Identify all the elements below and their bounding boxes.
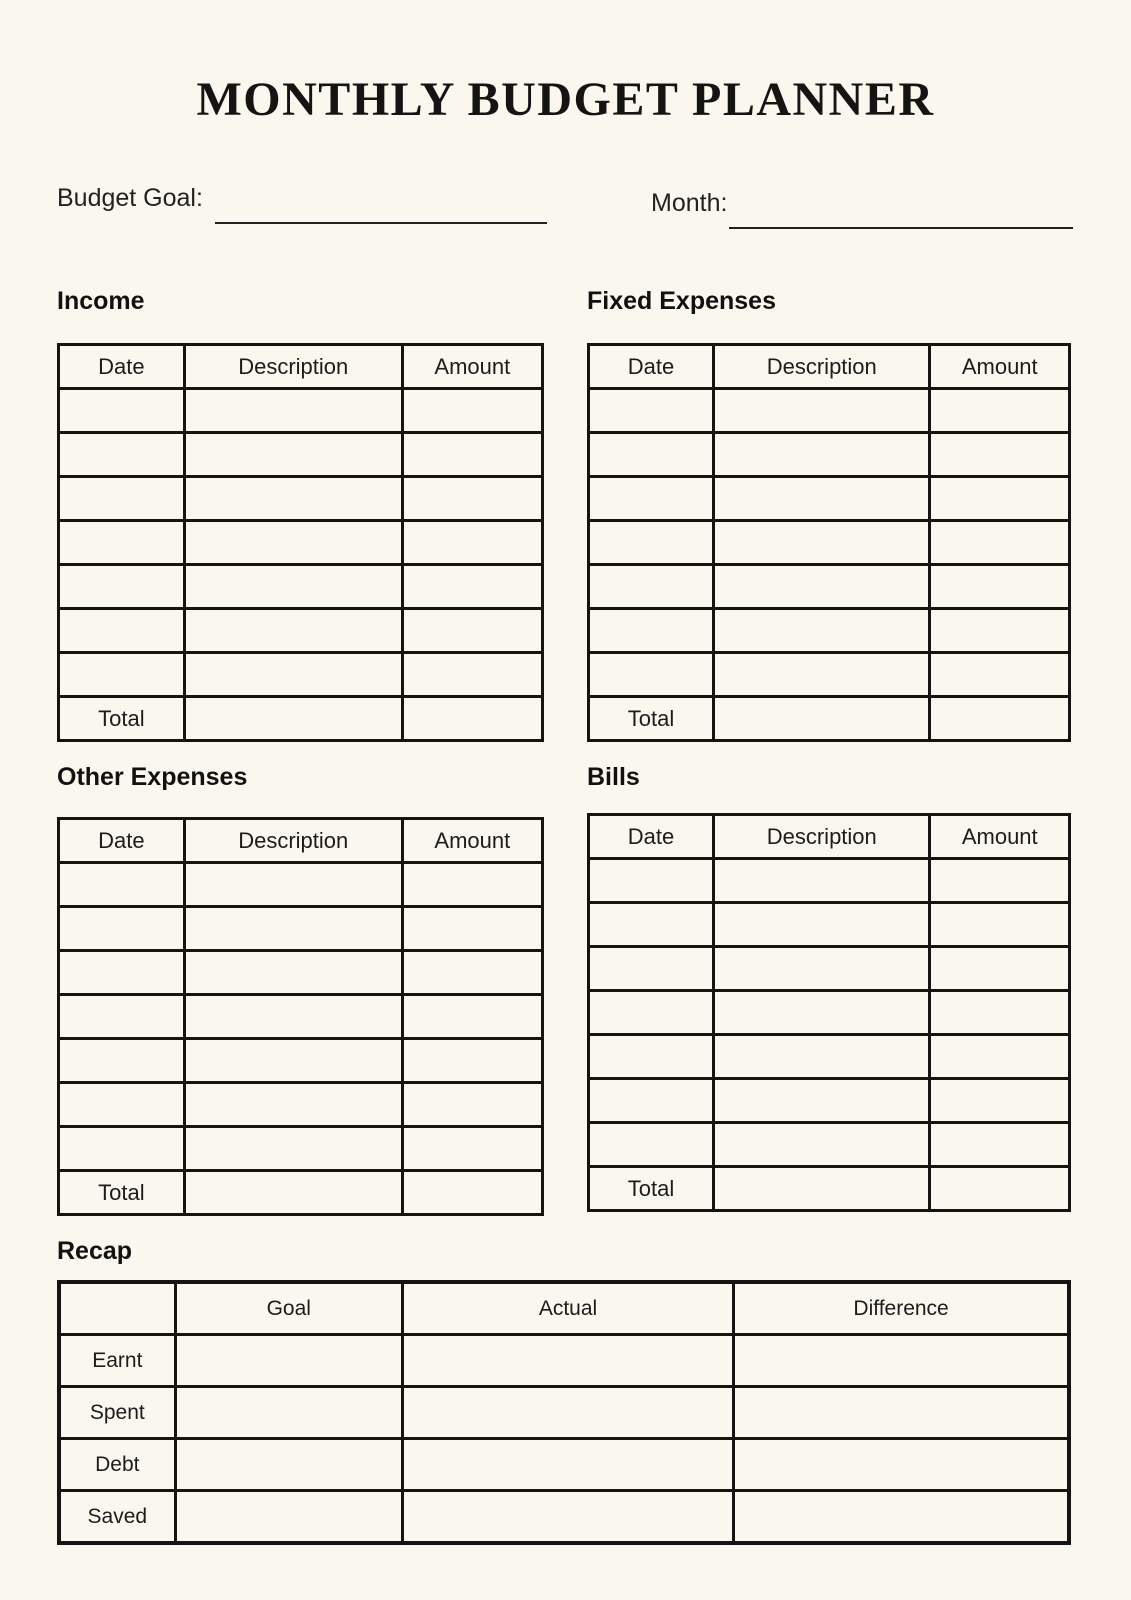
table-row	[59, 653, 543, 697]
fixed-expenses-date-cell[interactable]	[589, 389, 714, 433]
recap-earnt-actual-cell[interactable]	[402, 1335, 733, 1387]
other-expenses-description-cell[interactable]	[184, 907, 402, 951]
income-date-cell[interactable]	[59, 477, 185, 521]
month-label: Month:	[651, 189, 728, 217]
bills-date-cell[interactable]	[589, 1079, 714, 1123]
table-row	[589, 1035, 1070, 1079]
bills-total-amount-cell[interactable]	[930, 1167, 1070, 1211]
fixed-expenses-date-cell[interactable]	[589, 609, 714, 653]
fixed-expenses-amount-cell[interactable]	[930, 565, 1070, 609]
column-header-amount: Amount	[930, 345, 1070, 389]
column-header-amount: Amount	[402, 819, 542, 863]
column-header-date: Date	[59, 345, 185, 389]
other-expenses-total-description-cell[interactable]	[184, 1171, 402, 1215]
recap-spent-goal-cell[interactable]	[175, 1387, 402, 1439]
total-row	[59, 1171, 543, 1215]
recap-debt-difference-cell[interactable]	[734, 1439, 1069, 1491]
bills-amount-cell[interactable]	[930, 1035, 1070, 1079]
other-expenses-description-cell[interactable]	[184, 1127, 402, 1171]
other-expenses-total-amount-cell[interactable]	[402, 1171, 542, 1215]
table-row	[59, 907, 543, 951]
income-amount-cell[interactable]	[402, 521, 542, 565]
month-input[interactable]	[729, 227, 1073, 229]
bills-total-description-cell[interactable]	[714, 1167, 930, 1211]
fixed-expenses-description-cell[interactable]	[714, 389, 930, 433]
other-expenses-amount-cell[interactable]	[402, 863, 542, 907]
recap-corner-cell	[59, 1282, 175, 1335]
table-row	[589, 521, 1070, 565]
bills-amount-cell[interactable]	[930, 1079, 1070, 1123]
other-expenses-amount-cell[interactable]	[402, 1083, 542, 1127]
table-row	[589, 991, 1070, 1035]
recap-spent-actual-cell[interactable]	[402, 1387, 733, 1439]
fixed-expenses-date-cell[interactable]	[589, 433, 714, 477]
fixed-expenses-description-cell[interactable]	[714, 433, 930, 477]
bills-date-cell[interactable]	[589, 903, 714, 947]
table-header-row	[589, 345, 1070, 389]
fixed-expenses-amount-cell[interactable]	[930, 653, 1070, 697]
recap-saved-difference-cell[interactable]	[734, 1491, 1069, 1544]
table-row	[589, 653, 1070, 697]
table-row	[589, 903, 1070, 947]
bills-description-cell[interactable]	[714, 991, 930, 1035]
income-amount-cell[interactable]	[402, 433, 542, 477]
other-expenses-table	[57, 817, 544, 1216]
income-date-cell[interactable]	[59, 653, 185, 697]
total-label-cell: Total	[589, 1167, 714, 1211]
bills-description-cell[interactable]	[714, 1035, 930, 1079]
bills-table	[587, 813, 1071, 1212]
bills-amount-cell[interactable]	[930, 947, 1070, 991]
table-row	[59, 1083, 543, 1127]
recap-label-cell-debt: Debt	[59, 1439, 175, 1491]
bills-date-cell[interactable]	[589, 1035, 714, 1079]
other-expenses-date-cell[interactable]	[59, 1039, 185, 1083]
income-date-cell[interactable]	[59, 565, 185, 609]
recap-label-cell-saved: Saved	[59, 1491, 175, 1544]
other-expenses-amount-cell[interactable]	[402, 995, 542, 1039]
fixed-expenses-amount-cell[interactable]	[930, 433, 1070, 477]
table-row	[59, 995, 543, 1039]
section-title-bills: Bills	[587, 763, 640, 791]
table-row	[589, 1079, 1070, 1123]
total-label-cell: Total	[59, 697, 185, 741]
table-row	[589, 609, 1070, 653]
bills-description-cell[interactable]	[714, 947, 930, 991]
recap-debt-goal-cell[interactable]	[175, 1439, 402, 1491]
recap-earnt-difference-cell[interactable]	[734, 1335, 1069, 1387]
recap-earnt-goal-cell[interactable]	[175, 1335, 402, 1387]
column-header-description: Description	[714, 815, 930, 859]
other-expenses-date-cell[interactable]	[59, 1083, 185, 1127]
total-row	[589, 697, 1070, 741]
income-date-cell[interactable]	[59, 609, 185, 653]
table-header-row	[589, 815, 1070, 859]
income-date-cell[interactable]	[59, 521, 185, 565]
recap-label-cell-earnt: Earnt	[59, 1335, 175, 1387]
fixed-expenses-date-cell[interactable]	[589, 653, 714, 697]
recap-row	[59, 1491, 1069, 1544]
column-header-description: Description	[184, 819, 402, 863]
bills-description-cell[interactable]	[714, 859, 930, 903]
column-header-date: Date	[589, 345, 714, 389]
column-header-date: Date	[59, 819, 185, 863]
income-date-cell[interactable]	[59, 433, 185, 477]
fixed-expenses-date-cell[interactable]	[589, 477, 714, 521]
recap-row	[59, 1439, 1069, 1491]
bills-date-cell[interactable]	[589, 859, 714, 903]
bills-date-cell[interactable]	[589, 947, 714, 991]
fixed-expenses-amount-cell[interactable]	[930, 477, 1070, 521]
fixed-expenses-date-cell[interactable]	[589, 565, 714, 609]
income-description-cell[interactable]	[184, 521, 402, 565]
other-expenses-description-cell[interactable]	[184, 863, 402, 907]
income-amount-cell[interactable]	[402, 653, 542, 697]
income-amount-cell[interactable]	[402, 477, 542, 521]
table-row	[589, 1123, 1070, 1167]
other-expenses-description-cell[interactable]	[184, 951, 402, 995]
total-label-cell: Total	[589, 697, 714, 741]
recap-label-cell-spent: Spent	[59, 1387, 175, 1439]
income-description-cell[interactable]	[184, 609, 402, 653]
bills-amount-cell[interactable]	[930, 991, 1070, 1035]
other-expenses-date-cell[interactable]	[59, 907, 185, 951]
bills-date-cell[interactable]	[589, 991, 714, 1035]
other-expenses-amount-cell[interactable]	[402, 1039, 542, 1083]
table-header-row	[59, 819, 543, 863]
recap-header-row	[59, 1282, 1069, 1335]
income-description-cell[interactable]	[184, 389, 402, 433]
income-description-cell[interactable]	[184, 433, 402, 477]
table-row	[59, 389, 543, 433]
bills-amount-cell[interactable]	[930, 1123, 1070, 1167]
income-total-amount-cell[interactable]	[402, 697, 542, 741]
income-amount-cell[interactable]	[402, 389, 542, 433]
income-amount-cell[interactable]	[402, 565, 542, 609]
table-row	[59, 951, 543, 995]
other-expenses-amount-cell[interactable]	[402, 951, 542, 995]
bills-description-cell[interactable]	[714, 1079, 930, 1123]
income-date-cell[interactable]	[59, 389, 185, 433]
column-header-amount: Amount	[930, 815, 1070, 859]
fixed-expenses-amount-cell[interactable]	[930, 609, 1070, 653]
column-header-date: Date	[589, 815, 714, 859]
bills-description-cell[interactable]	[714, 903, 930, 947]
recap-column-header-actual: Actual	[402, 1282, 733, 1335]
recap-table	[57, 1280, 1071, 1545]
recap-column-header-goal: Goal	[175, 1282, 402, 1335]
table-row	[59, 609, 543, 653]
table-row	[589, 477, 1070, 521]
other-expenses-date-cell[interactable]	[59, 1127, 185, 1171]
other-expenses-date-cell[interactable]	[59, 951, 185, 995]
recap-spent-difference-cell[interactable]	[734, 1387, 1069, 1439]
table-row	[59, 1127, 543, 1171]
section-title-fixed-expenses: Fixed Expenses	[587, 287, 776, 315]
table-row	[589, 859, 1070, 903]
other-expenses-amount-cell[interactable]	[402, 907, 542, 951]
column-header-description: Description	[714, 345, 930, 389]
table-row	[589, 389, 1070, 433]
table-row	[59, 1039, 543, 1083]
total-row	[59, 697, 543, 741]
recap-row	[59, 1387, 1069, 1439]
other-expenses-date-cell[interactable]	[59, 863, 185, 907]
fixed-expenses-total-description-cell[interactable]	[714, 697, 930, 741]
column-header-description: Description	[184, 345, 402, 389]
recap-debt-actual-cell[interactable]	[402, 1439, 733, 1491]
table-row	[589, 947, 1070, 991]
table-row	[59, 565, 543, 609]
fixed-expenses-amount-cell[interactable]	[930, 521, 1070, 565]
table-row	[59, 477, 543, 521]
table-row	[59, 521, 543, 565]
section-title-other-expenses: Other Expenses	[57, 763, 248, 791]
fixed-expenses-amount-cell[interactable]	[930, 389, 1070, 433]
fixed-expenses-table	[587, 343, 1071, 742]
bills-date-cell[interactable]	[589, 1123, 714, 1167]
income-table	[57, 343, 544, 742]
income-description-cell[interactable]	[184, 477, 402, 521]
total-label-cell: Total	[59, 1171, 185, 1215]
section-title-recap: Recap	[57, 1237, 133, 1265]
recap-column-header-difference: Difference	[734, 1282, 1069, 1335]
table-row	[589, 565, 1070, 609]
column-header-amount: Amount	[402, 345, 542, 389]
income-amount-cell[interactable]	[402, 609, 542, 653]
fixed-expenses-date-cell[interactable]	[589, 521, 714, 565]
fixed-expenses-description-cell[interactable]	[714, 565, 930, 609]
fixed-expenses-description-cell[interactable]	[714, 521, 930, 565]
fixed-expenses-description-cell[interactable]	[714, 653, 930, 697]
fixed-expenses-description-cell[interactable]	[714, 609, 930, 653]
other-expenses-description-cell[interactable]	[184, 1039, 402, 1083]
other-expenses-description-cell[interactable]	[184, 995, 402, 1039]
table-header-row	[59, 345, 543, 389]
table-row	[59, 863, 543, 907]
section-title-income: Income	[57, 287, 145, 315]
bills-amount-cell[interactable]	[930, 859, 1070, 903]
bills-amount-cell[interactable]	[930, 903, 1070, 947]
income-total-description-cell[interactable]	[184, 697, 402, 741]
fixed-expenses-total-amount-cell[interactable]	[930, 697, 1070, 741]
fixed-expenses-description-cell[interactable]	[714, 477, 930, 521]
bills-description-cell[interactable]	[714, 1123, 930, 1167]
table-row	[59, 433, 543, 477]
income-description-cell[interactable]	[184, 653, 402, 697]
recap-saved-actual-cell[interactable]	[402, 1491, 733, 1544]
other-expenses-date-cell[interactable]	[59, 995, 185, 1039]
total-row	[589, 1167, 1070, 1211]
budget-goal-label: Budget Goal:	[57, 184, 203, 212]
other-expenses-description-cell[interactable]	[184, 1083, 402, 1127]
income-description-cell[interactable]	[184, 565, 402, 609]
other-expenses-amount-cell[interactable]	[402, 1127, 542, 1171]
table-row	[589, 433, 1070, 477]
recap-row	[59, 1335, 1069, 1387]
budget-goal-input[interactable]	[215, 222, 547, 224]
page-title: MONTHLY BUDGET PLANNER	[196, 73, 935, 126]
recap-saved-goal-cell[interactable]	[175, 1491, 402, 1544]
